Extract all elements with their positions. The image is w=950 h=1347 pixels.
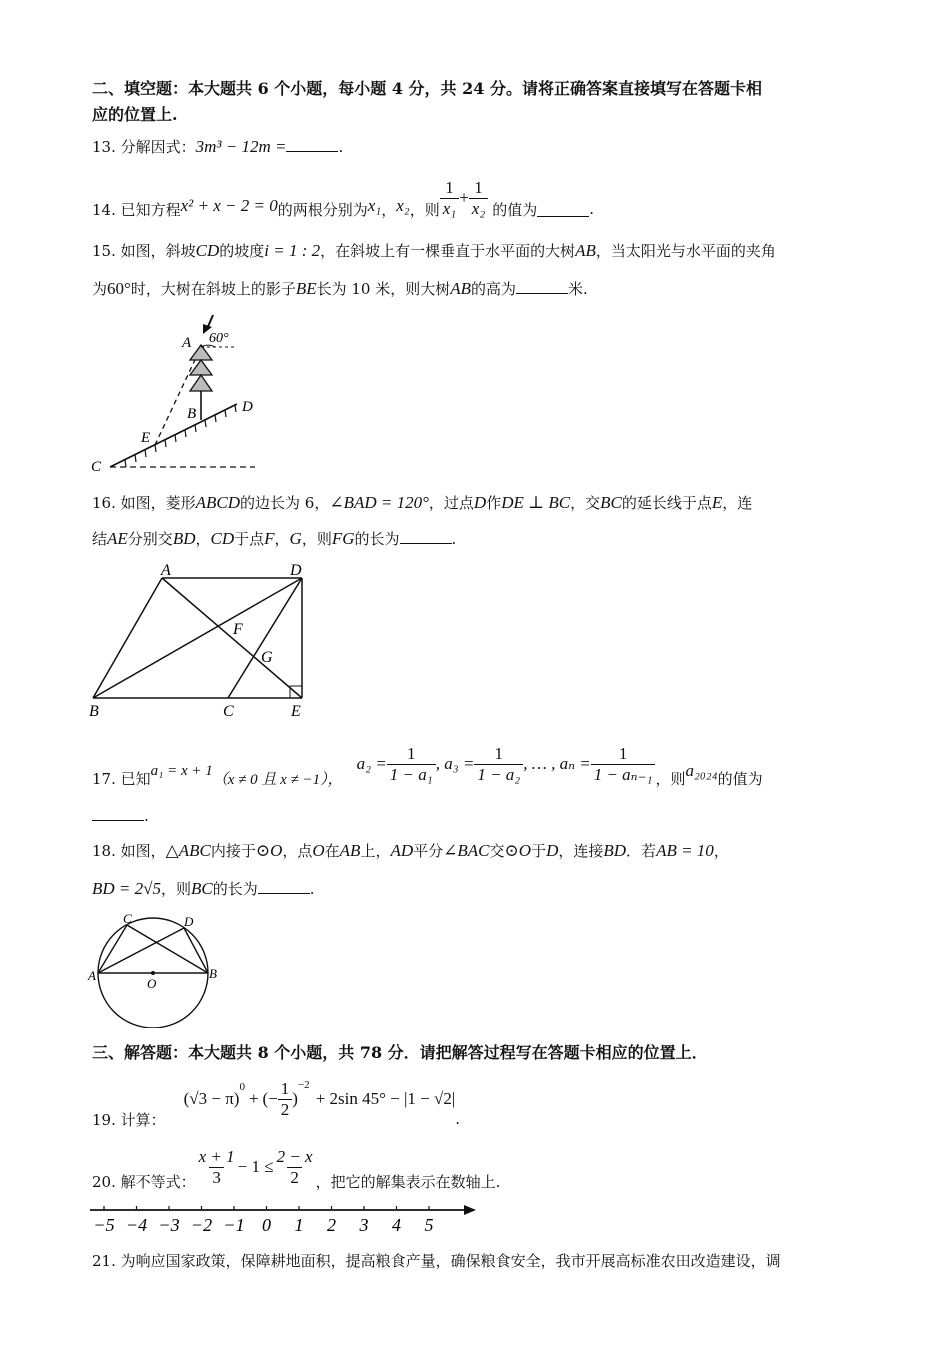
axis-tick-label: 5 [424,1215,434,1235]
fig16-label-c: C [223,703,234,720]
figure-16-rhombus [85,558,315,723]
q17-answer-blank [92,806,144,821]
q18-text-e: 上， [360,842,391,860]
q17-fraction-a2: $\frac{1}{\text{1 − a₁}}$ [387,744,436,785]
q17-pre: 17. 已知 [92,769,151,788]
axis-arrow-icon [464,1205,476,1215]
fig18-label-o: O [147,976,157,991]
axis-tick-label: −3 [158,1215,180,1235]
q18-d: D [546,841,559,860]
question-15-line2 [92,278,588,299]
diagonal-bd [93,578,302,698]
question-19 [92,1072,460,1132]
q16-text-d: 作 [486,494,502,512]
q16-text-j: ， [195,530,211,548]
q19-paren-open: (− [262,1089,278,1108]
q15-text-d: ，当太阳光与水平面的夹角 [595,242,776,260]
q15-angle: 60° [107,279,131,298]
q16-e: E [711,493,723,512]
question-16-line2 [92,528,456,549]
q15-ab: AB [575,241,596,260]
q15-ab-2: AB [450,279,472,298]
section-2-heading-line1: 二、填空题：本大题共 6 个小题，每小题 4 分，共 24 分。请将正确答案直接填写在答题卡相 [92,79,762,98]
q17-a1: a₁ = x + 1 [150,762,213,779]
axis-tick-label: −4 [125,1215,148,1235]
q14-post: 的值为 [492,200,538,219]
q18-text-a: 18. 如图， [92,842,166,860]
fig15-label-angle: 60° [209,331,229,346]
q19-paren-close: ) [292,1089,298,1108]
number-line [88,1198,483,1238]
q19-exponent-0: 0 [239,1081,245,1093]
q16-answer-blank [400,529,452,544]
fig16-label-e: E [291,703,301,720]
axis-tick-label: 2 [327,1215,336,1235]
q15-be: BE [295,279,317,298]
q19-fraction-half: $\frac{1}{2}$ [278,1079,293,1120]
q14-pre: 14. 已知方程 [92,200,181,219]
q14-plus: + [459,188,469,207]
q13-expression: 3m³ − 12m = [195,137,287,156]
q13-end: . [338,138,344,156]
center-point [151,971,155,975]
q14-x2: x₂ [396,196,410,215]
q18-text-h: 于 [531,842,547,860]
section-3-heading: 三、解答题：本大题共 8 个小题，共 78 分．请把解答过程写在答题卡相应的位置上． [92,1043,708,1062]
q16-text-n: 的长为 [354,530,400,548]
q16-perp: DE ⊥ BC [501,493,571,512]
q14-answer-blank [537,202,589,217]
q18-text-j: ．若 [626,842,657,860]
q16-bd: BD [172,529,196,548]
q18-answer-blank [258,879,310,894]
q15-text-e: 为 [92,280,108,298]
axis-tick-label: 0 [262,1215,271,1235]
slope-line-cd [110,404,237,467]
q16-text-f: 的延长线于点 [621,494,712,512]
q18-circle: ⊙O [255,841,283,860]
q16-text-c: ，过点 [428,494,474,512]
q18-text-n: . [309,880,315,898]
q15-answer-blank [516,279,568,294]
q19-end: . [455,1110,461,1128]
axis-tick-label: −2 [190,1215,213,1235]
section-2-heading-line2: 应的位置上. [92,105,178,124]
question-15-line1 [92,240,776,261]
figure-15-slope-tree [85,305,285,480]
axis-tick-label: 1 [294,1215,304,1235]
q14-fraction-1: $\frac{1}{\text{x₁}}$ [440,178,459,219]
q18-ab-value: AB = 10 [656,841,714,860]
axis-tick-label: −1 [223,1215,245,1235]
q18-text-f: 平分 [413,842,444,860]
fig16-label-g: G [261,649,273,666]
q15-text-h: 的高为 [471,280,517,298]
q18-ab: AB [339,841,361,860]
q19-exponent-neg2: −2 [297,1079,310,1091]
q16-text-m: ，则 [301,530,332,548]
q18-ad: AD [390,841,414,860]
q16-text-e: ，交 [570,494,601,512]
q14-end: . [589,200,595,218]
fig18-label-d: D [184,914,194,929]
q16-text-o: . [451,530,457,548]
q18-circle-2: ⊙O [504,841,532,860]
q13-text: 13. 分解因式： [92,138,196,156]
fig15-label-b: B [187,406,197,422]
fig15-label-a: A [182,335,192,351]
q16-fg: FG [331,529,355,548]
axis-tick-label: 4 [392,1215,401,1235]
fig16-label-a: A [161,562,171,579]
q18-triangle: △ABC [165,841,211,860]
question-17 [92,734,763,794]
q16-angle: ∠BAD = 120° [329,493,429,512]
q19-term3: + 2sin 45° − |1 − √2| [315,1089,456,1108]
q16-d: D [473,493,487,512]
axis-tick-label: −5 [93,1215,115,1235]
q18-text-k: ， [713,842,729,860]
q20-mid: − 1 ≤ [237,1157,274,1176]
q18-text-g: 交 [489,842,505,860]
q16-abcd: ABCD [195,493,241,512]
q20-fraction-1: $\frac{x + 1}{3}$ [198,1146,235,1187]
q14-equation: x² + x − 2 = 0 [180,196,278,215]
q18-text-c: ，点 [282,842,313,860]
fig18-label-b: B [209,966,217,981]
fig15-label-c: C [91,459,102,475]
q19-label: 19. 计算： [92,1110,166,1129]
question-21: 21. 为响应国家政策，保障耕地面积，提高粮食产量，确保粮食安全，我市开展高标准农田改造建设，调 [92,1252,781,1270]
question-17-line2 [92,806,149,825]
q16-cd: CD [210,529,235,548]
question-13 [92,136,343,157]
sun-ray-dashed [155,347,201,445]
q18-bac: ∠BAC [443,841,490,860]
q19-term1: (√3 − π) [183,1089,240,1108]
q14-fraction-2: $\frac{1}{\text{x₂}}$ [469,178,488,219]
q16-text-l: ， [274,530,290,548]
q17-fraction-a3: $\frac{1}{\text{1 − a₂}}$ [474,744,523,785]
q15-text-c: ，在斜坡上有一棵垂直于水平面的大树 [320,242,576,260]
fig16-label-d: D [290,562,302,579]
q15-cd: CD [195,241,220,260]
axis-tick-label: 3 [359,1215,369,1235]
q18-bc: BC [190,879,213,898]
q17-a2024: a₂₀₂₄ [685,761,718,780]
fig18-label-c: C [123,911,132,926]
q16-text-i: 分别交 [127,530,173,548]
q18-text-m: 的长为 [212,880,258,898]
side-ab [93,578,162,698]
q15-ratio: i = 1 : 2 [264,241,321,260]
fig16-label-b: B [89,703,99,720]
q16-text-b: 的边长为 6， [240,494,330,512]
q15-text-f: 时，大树在斜坡上的影子 [130,280,296,298]
question-16-line1 [92,492,752,513]
side-dc [228,578,302,698]
q17-an: , … , aₙ = [523,754,591,773]
q17-post2: 的值为 [717,769,763,788]
question-18-line2 [92,878,315,899]
q20-post: ，把它的解集表示在数轴上. [315,1172,501,1191]
tree-crown-icon [190,345,212,391]
q17-condition: （x ≠ 0 且 x ≠ −1）， [212,771,343,788]
q18-bd-value: BD = 2√5 [92,879,161,898]
q16-text-h: 结 [92,530,108,548]
q17-post: ，则 [655,769,686,788]
q16-ae: AE [107,529,128,548]
q15-text-b: 的坡度 [219,242,265,260]
q14-x1: x₁ [367,196,382,215]
q15-text-g: 长为 10 米，则大树 [316,280,451,298]
q18-text-b: 内接于 [210,842,256,860]
q14-then: ，则 [409,200,440,219]
q15-text-i: 米. [568,280,588,298]
segment-ae [162,578,302,698]
fig16-label-f: F [233,621,243,638]
figure-18-circle [85,908,225,1028]
q13-answer-blank [286,137,338,152]
q18-text-d: 在 [324,842,340,860]
q15-text-a: 15. 如图，斜坡 [92,242,196,260]
fig18-label-a: A [88,968,96,983]
q20-label: 20. 解不等式： [92,1172,196,1191]
question-20 [92,1140,500,1194]
q17-fraction-an: $\frac{1}{\text{1 − aₙ₋₁}}$ [591,744,656,785]
q18-text-i: ，连接 [558,842,604,860]
q16-bc: BC [600,493,622,512]
question-18-line1 [92,840,729,861]
q16-text-a: 16. 如图，菱形 [92,494,196,512]
q16-f: F [264,529,275,548]
q19-plus: + [248,1089,259,1108]
q18-text-l: ，则 [160,880,191,898]
q16-g: G [289,529,302,548]
fig15-label-d: D [242,399,253,415]
question-14 [92,168,594,228]
q20-fraction-2: $\frac{2 - x}{2}$ [276,1146,313,1187]
fig15-label-e: E [141,430,151,446]
q16-text-g: ，连 [722,494,753,512]
q17-a3: , a₃ = [435,754,475,773]
q16-text-k: 于点 [234,530,265,548]
q17-end: . [144,807,149,825]
q14-mid: 的两根分别为 [277,200,368,219]
q14-comma: ， [381,200,397,219]
q18-bd: BD [603,841,627,860]
q17-a2: a₂ = [356,754,387,773]
q18-o: O [312,841,325,860]
